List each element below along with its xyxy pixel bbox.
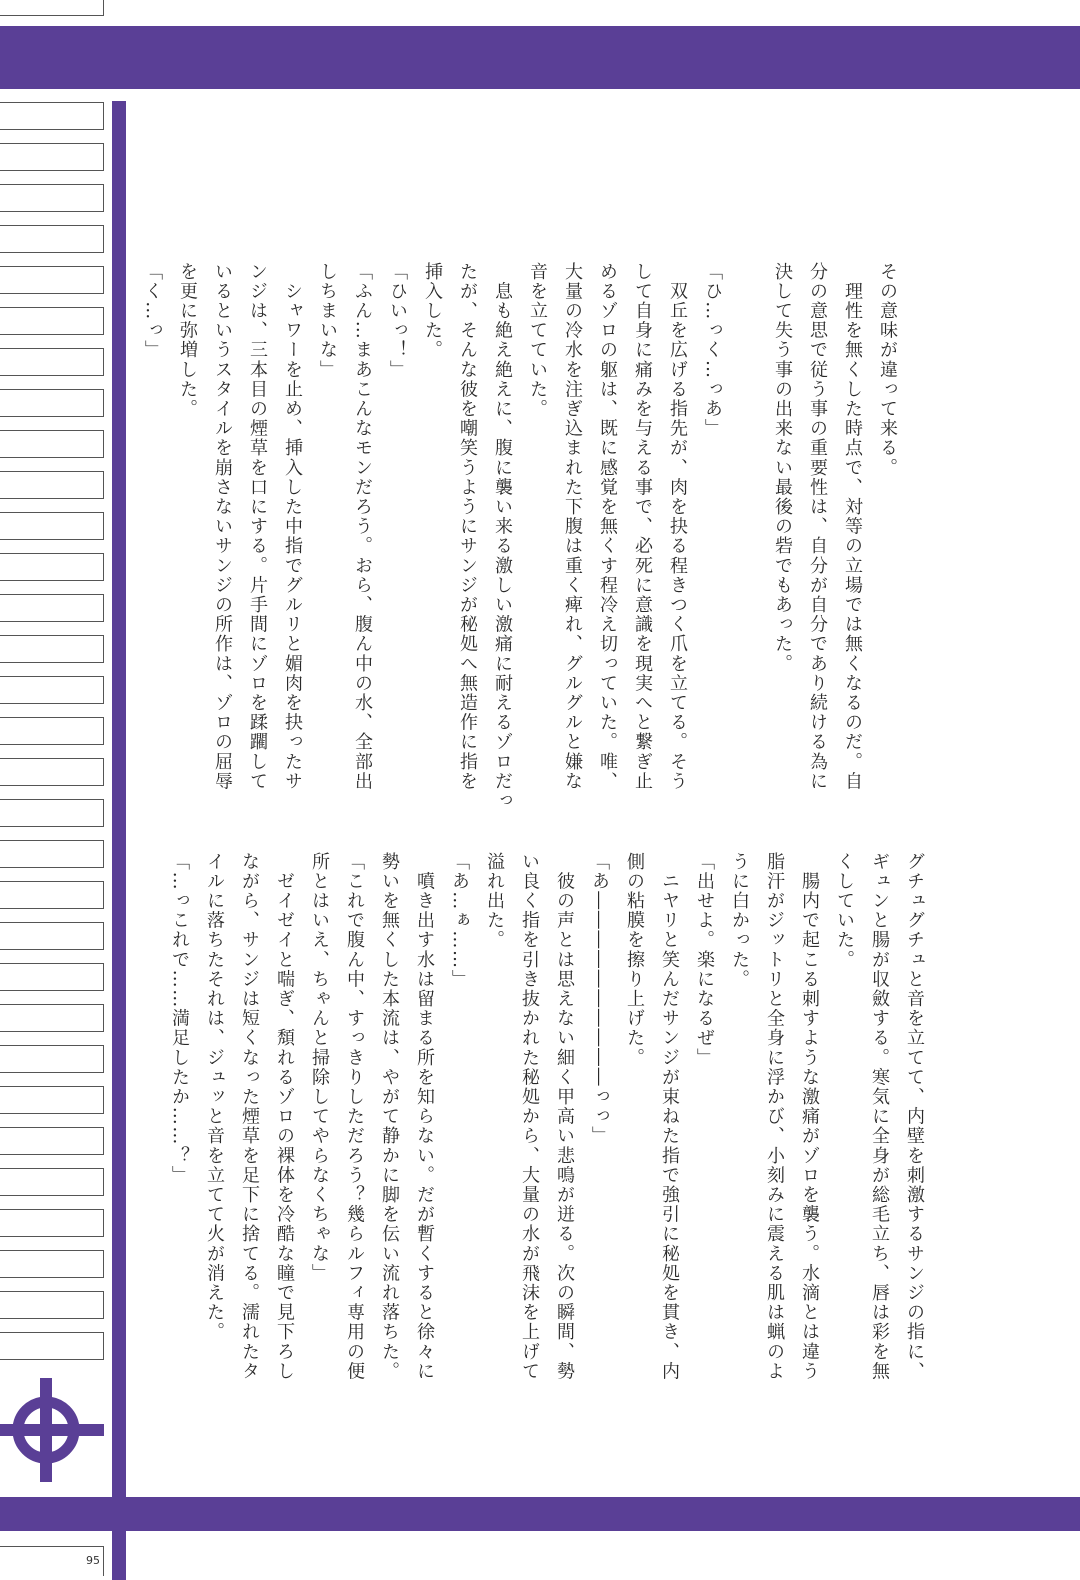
text-line: [730, 262, 765, 822]
top-left-frame: [0, 0, 104, 16]
side-stripe: [0, 348, 104, 376]
side-stripe: [0, 717, 104, 745]
text-line: いるというスタイルを崩さないサンジの所作は、ゾロの屈辱: [212, 262, 233, 792]
text-line: ながら、サンジは短くなった煙草を足下に捨てる。濡れたタ: [239, 852, 260, 1382]
side-stripe: [0, 225, 104, 253]
text-line: 溢れ出た。: [484, 852, 505, 950]
side-stripe: [0, 307, 104, 335]
text-line: 彼の声とは思えない細く甲高い悲鳴が迸る。次の瞬間、勢: [554, 852, 575, 1382]
side-stripe: [0, 1168, 104, 1196]
side-stripe: [0, 1004, 104, 1032]
side-stripe: [0, 266, 104, 294]
text-line: い良く指を引き抜かれた秘処から、大量の水が飛沫を上げて: [519, 852, 540, 1382]
text-line: くしていた。: [834, 852, 855, 970]
side-stripe-column: [0, 102, 104, 1494]
text-line: ギュンと腸が収斂する。寒気に全身が総毛立ち、唇は彩を無: [869, 852, 890, 1382]
text-line: ニヤリと笑んだサンジが束ねた指で強引に秘処を貫き、内: [659, 852, 680, 1382]
side-stripe: [0, 1045, 104, 1073]
text-line: グチュグチュと音を立てて、内壁を刺激するサンジの指に、: [904, 852, 925, 1382]
text-line: しちまいな」: [317, 262, 338, 380]
side-stripe: [0, 1209, 104, 1237]
text-line: たが、そんな彼を嘲笑うようにサンジが秘処へ無造作に指を: [457, 262, 478, 792]
text-line: うに白かった。: [729, 852, 750, 990]
side-stripe: [0, 840, 104, 868]
text-line: 「あ…ぁ……」: [449, 852, 470, 990]
side-stripe: [0, 594, 104, 622]
side-stripe: [0, 676, 104, 704]
text-line: 「あ――――――――――っっ」: [589, 852, 610, 1146]
text-line: 決して失う事の出来ない最後の砦でもあった。: [772, 262, 793, 674]
page-number: 95: [86, 1554, 100, 1567]
text-line: 「出せよ。楽になるぜ」: [694, 852, 715, 1068]
text-line: 側の粘膜を擦り上げた。: [624, 852, 645, 1068]
text-line: 「く…っ」: [142, 262, 163, 360]
top-header-bar: [0, 26, 1080, 89]
text-line: 息も絶え絶えに、腹に襲い来る激しい激痛に耐えるゾロだっ: [492, 262, 513, 811]
text-line: 理性を無くした時点で、対等の立場では無くなるのだ。自: [842, 262, 863, 792]
side-stripe: [0, 553, 104, 581]
side-stripe: [0, 1127, 104, 1155]
text-line: 分の意思で従う事の重要性は、自分が自分であり続ける為に: [807, 262, 828, 792]
bottom-footer-bar: [0, 1497, 1080, 1531]
text-line: イルに落ちたそれは、ジュッと音を立てて火が消えた。: [204, 852, 225, 1342]
text-line: を更に弥増した。: [177, 262, 198, 419]
text-line: 勢いを無くした本流は、やがて静かに脚を伝い流れ落ちた。: [379, 852, 400, 1382]
side-stripe: [0, 184, 104, 212]
side-stripe: [0, 430, 104, 458]
side-stripe: [0, 922, 104, 950]
side-stripe: [0, 389, 104, 417]
text-block-upper: [135, 262, 905, 822]
crosshair-ornament-icon: [0, 1378, 104, 1482]
text-line: 噴き出す水は留まる所を知らない。だが暫くすると徐々に: [414, 852, 435, 1382]
side-stripe: [0, 799, 104, 827]
side-stripe: [0, 1250, 104, 1278]
text-line: 「…っこれで……満足したか……？」: [169, 852, 190, 1186]
text-line: して自身に痛みを与える事で、必死に意識を現実へと繋ぎ止: [632, 262, 653, 792]
text-line: 双丘を広げる指先が、肉を抉る程きつく爪を立てる。そう: [667, 262, 688, 792]
text-line: 大量の冷水を注ぎ込まれた下腹は重く痺れ、グルグルと嫌な: [562, 262, 583, 792]
side-stripe: [0, 471, 104, 499]
side-stripe: [0, 1291, 104, 1319]
side-stripe: [0, 758, 104, 786]
text-line: 「ふん…まあこんなモンだろう。おら、腹ん中の水、全部出: [352, 262, 373, 792]
text-line: ゼイゼイと喘ぎ、頽れるゾロの裸体を冷酷な瞳で見下ろし: [274, 852, 295, 1382]
side-stripe: [0, 1332, 104, 1360]
text-block-lower: [162, 852, 932, 1382]
text-line: その意味が違って来る。: [877, 262, 898, 478]
text-line: 「これで腹ん中、すっきりしただろう？幾らルフィ専用の便: [344, 852, 365, 1382]
text-line: 挿入した。: [422, 262, 443, 360]
text-line: シャワーを止め、挿入した中指でグルリと媚肉を抉ったサ: [282, 262, 303, 792]
side-stripe: [0, 881, 104, 909]
side-vertical-bar: [112, 101, 126, 1580]
text-line: 音を立てていた。: [527, 262, 548, 419]
text-line: 「ひ…っく…っあ」: [702, 262, 723, 439]
text-line: ンジは、三本目の煙草を口にする。片手間にゾロを蹂躙して: [247, 262, 268, 792]
side-stripe: [0, 963, 104, 991]
side-stripe: [0, 102, 104, 130]
text-line: 「ひいっ！」: [387, 262, 408, 380]
side-stripe: [0, 512, 104, 540]
side-stripe: [0, 1086, 104, 1114]
text-line: めるゾロの躯は、既に感覚を無くす程冷え切っていた。唯、: [597, 262, 618, 792]
text-line: 所とはいえ、ちゃんと掃除してやらなくちゃな」: [309, 852, 330, 1284]
text-line: 腸内で起こる刺すような激痛がゾロを襲う。水滴とは違う: [799, 852, 820, 1382]
side-stripe: [0, 635, 104, 663]
side-stripe: [0, 143, 104, 171]
text-line: 脂汗がジットリと全身に浮かび、小刻みに震える肌は蝋のよ: [764, 852, 785, 1382]
